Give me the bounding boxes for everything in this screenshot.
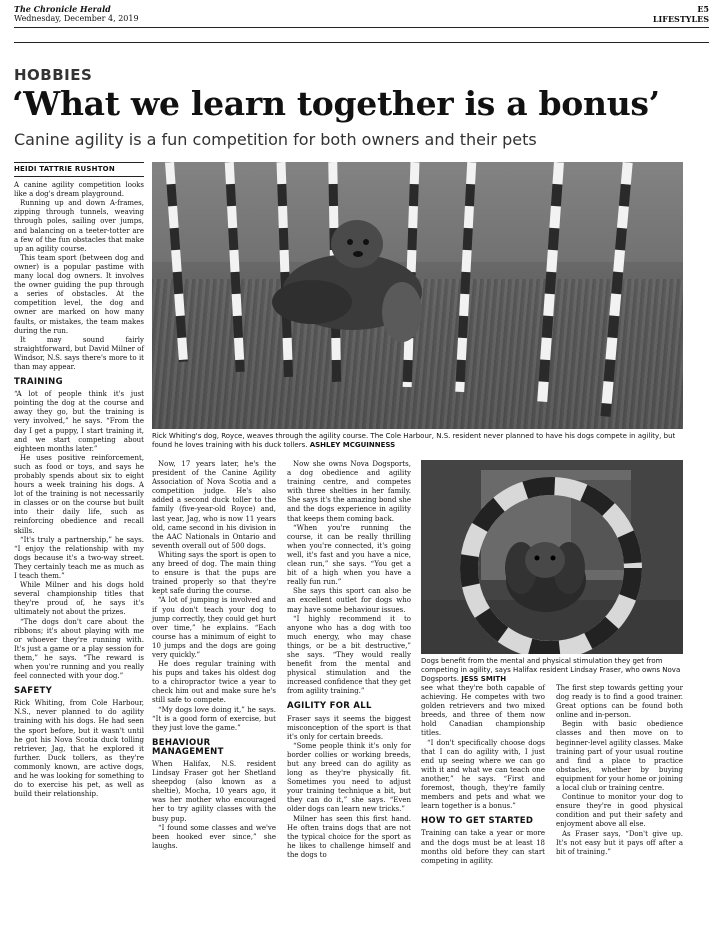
page-number: E5 xyxy=(697,4,709,14)
column-5 xyxy=(556,684,683,857)
subheading-safety: SAFETY xyxy=(14,686,53,697)
paragraph: Now, 17 years later, he's the president of the Canine Agility Association of Nova Scotia and a competition judge. He's also added a second duck toller to the family (five-year-old Royce) and, last year, Jag, who is now 11 years old, came second in his division in the AAC Nationals in Ontario and seventh overall out of 500 dogs. xyxy=(152,460,276,550)
paragraph: Milner has seen this first hand. He often trains dogs that are not the typical choice for the sport as he likes to challenge himself and the dogs to xyxy=(287,814,411,859)
agility-weave-photo xyxy=(152,162,683,429)
paragraph: Begin with basic obedience classes and then move on to beginner-level agility classes. Make training part of your usual routine and find a place to practice obstacles, whether by buying equipment for your home or joining a local club or training centre. xyxy=(556,720,683,793)
paragraph: Running up and down A-frames, zipping through tunnels, weaving through poles, sailing over jumps, and balancing on a teeter-totter are a few of the fun obstacles that make up an agility course. xyxy=(14,199,144,253)
paragraph: While Milner and his dogs hold several championship titles that they're proud of, he says it's ultimately not about the prizes. xyxy=(14,581,144,617)
paragraph: “A lot of people think it's just pointing the dog at the course and away they go, but the training is very involved,” he says. “From the day I get a puppy, I start training it, and we start competing about eighteen months later.” xyxy=(14,390,144,453)
column-1 xyxy=(14,162,144,799)
paragraph: “Some people think it's only for border collies or working breeds, but any breed can do agility as long as they're physically fit. Sometimes you need to adjust your training technique a bit, but they can do it,” she says. “Even older dogs can learn new tricks.” xyxy=(287,741,411,814)
paragraph: Rick Whiting, from Cole Harbour, N.S., never planned to do agility training with his dogs. He had seen the sport before, but it wasn't until he got his Nova Scotia duck tolling retriever, Jag, that he explored it further. Duck tollers, as they're commonly known, are active dogs, and he was looking for something to do to exercise his pet, as well as build their relationship. xyxy=(14,699,144,799)
paragraph: He does regular training with his pups and takes his oldest dog to a chiropractor twice a year to check him out and make sure he's still safe to compete. xyxy=(152,660,276,705)
paragraph: “When you're running the course, it can be really thrilling when you're connected, it's going well, it's fast and you have a nice, clean run,” she says. “You get a bit of a high when you have a really fun run.” xyxy=(287,523,411,587)
tire-jump-photo xyxy=(421,460,683,654)
paragraph: “The dogs don't care about the ribbons; it's about playing with me or whoever they're running with. It's just a game or a play session for them,” he says. “The reward is when you're running and you really feel connected with your dog.” xyxy=(14,617,144,681)
section-label: HOBBIES xyxy=(14,66,93,84)
paragraph: Now she owns Nova Dogsports, a dog obedience and agility training centre, and competes with three shelties in her family. She says it's the amazing bond she and the dogs experience in agility that keeps them coming back. xyxy=(287,460,411,523)
photo-credit: ASHLEY MCGUINNESS xyxy=(309,441,396,449)
paragraph: “My dogs love doing it,” he says. “It is a good form of exercise, but they just love the game.” xyxy=(152,705,276,732)
tire-jump-graphic xyxy=(421,460,683,654)
paragraph: Fraser says it seems the biggest misconception of the sport is that it's only for certain breeds. xyxy=(287,714,411,741)
paragraph: It may sound fairly straightforward, but David Milner of Windsor, N.S. says there's more to it than may appear. xyxy=(14,335,144,371)
page-info xyxy=(653,4,709,24)
caption-text: Rick Whiting's dog, Royce, weaves through the agility course. The Cole Harbour, N.S. resident never planned to have his dogs compete in agility, but found he loves training with his duck tollers. xyxy=(152,432,676,449)
paragraph: She says this sport can also be an excellent outlet for dogs who may have some behaviour issues. xyxy=(287,587,411,614)
byline: HEIDI TATTRIE RUSHTON xyxy=(14,162,144,177)
paragraph: The first step towards getting your dog ready is to find a good trainer. Great options can be found both online and in-person. xyxy=(556,684,683,720)
paragraph: “I highly recommend it to anyone who has a dog with too much energy, who may chase things, or be a bit destructive,” she says. “They would really benefit from the mental and physical stimulation and the increased confidence that they get from agility training.” xyxy=(287,614,411,696)
caption-text: Dogs benefit from the mental and physical stimulation they get from competing in agility, says Halifax resident Lindsay Fraser, who owns Nova Dogsports. xyxy=(421,657,681,683)
paragraph: “I don't specifically choose dogs that I can do agility with, I just end up seeing where we can go with it and what we can teach one another,” he says. “First and foremost, though, they're family members and pets and what we learn together is a bonus.” xyxy=(421,738,545,811)
paragraph: “A lot of jumping is involved and if you don't teach your dog to jump correctly, they could get hurt over time,” he explains. “Each course has a minimum of eight to 10 jumps and the dogs are going very quickly.” xyxy=(152,596,276,659)
photo1-caption xyxy=(152,432,683,450)
paper-name: The Chronicle Herald xyxy=(14,4,111,14)
photo2-caption xyxy=(421,657,683,684)
paragraph: This team sport (between dog and owner) is a popular pastime with many local dog owners. It involves the owner guiding the pup through a series of obstacles. At the competition level, the dog and owner are marked on how many faults, or mistakes, the team makes during the run. xyxy=(14,253,144,335)
paragraph: see what they're both capable of achieving. He competes with two golden retrievers and two mixed breeds, and three of them now hold Canadian championship titles. xyxy=(421,684,545,738)
paragraph: Continue to monitor your dog to ensure they're in good physical condition and put their safety and enjoyment above all else. xyxy=(556,793,683,829)
paragraph: As Fraser says, “Don't give up. It's not easy but it pays off after a bit of training.” xyxy=(556,829,683,856)
photo-credit: JESS SMITH xyxy=(461,675,507,683)
paragraph: He uses positive reinforcement, such as food or toys, and says he probably spends about six to eight hours a week training his dogs. A lot of the training is not necessarily in classes or on the course but built into their daily life, such as reinforcing obedience and recall skills. xyxy=(14,453,144,535)
paragraph: Whiting says the sport is open to any breed of dog. The main thing to ensure is that the pups are trained properly so that they're kept safe during the course. xyxy=(152,550,276,596)
header-rule xyxy=(14,27,709,28)
subheading-training: TRAINING xyxy=(14,377,63,388)
header-rule-bottom xyxy=(14,42,709,43)
subheading-agility: AGILITY FOR ALL xyxy=(287,701,372,712)
column-4 xyxy=(421,684,545,866)
paragraph: A canine agility competition looks like a dog's dream playground. xyxy=(14,181,144,199)
column-3 xyxy=(287,460,411,860)
paragraph: “I found some classes and we've been hooked ever since,” she laughs. xyxy=(152,823,276,850)
column-2 xyxy=(152,460,276,851)
paragraph: When Halifax, N.S. resident Lindsay Fraser got her Shetland sheepdog (also known as a sheltie), Mocha, 10 years ago, it was her mother who encouraged her to try agility classes with the busy pup. xyxy=(152,760,276,823)
weave-poles-graphic xyxy=(152,162,683,429)
subheading-behaviour: BEHAVIOUR MANAGEMENT xyxy=(152,737,224,757)
section-name: LIFESTYLES xyxy=(652,14,709,24)
subheading-get-started: HOW TO GET STARTED xyxy=(421,816,534,827)
paragraph: “It's truly a partnership,” he says. “I enjoy the relationship with my dogs because it's a two-way street. They certainly teach me as much as I teach them.” xyxy=(14,535,144,581)
issue-date: Wednesday, December 4, 2019 xyxy=(14,14,139,23)
subhead: Canine agility is a fun competition for both owners and their pets xyxy=(14,130,537,149)
headline: ‘What we learn together is a bonus’ xyxy=(12,84,660,123)
paragraph: Training can take a year or more and the dogs must be at least 18 months old before they can start competing in agility. xyxy=(421,829,545,865)
masthead xyxy=(14,4,139,24)
